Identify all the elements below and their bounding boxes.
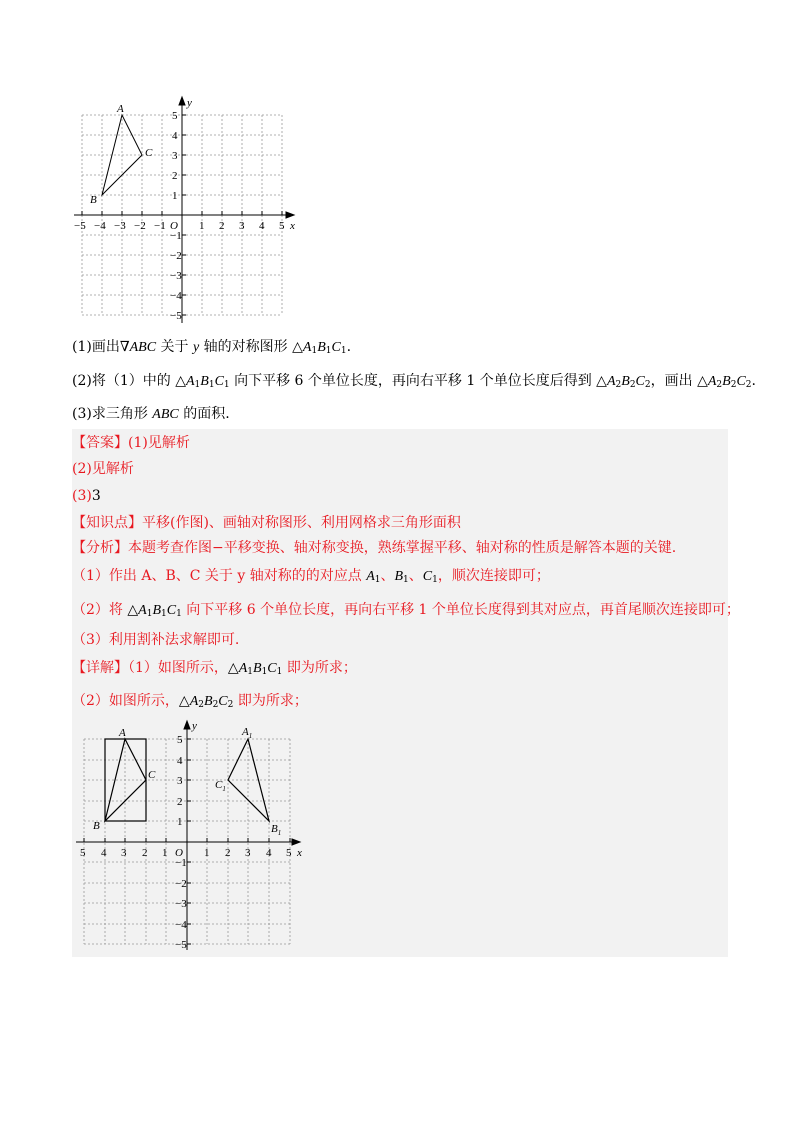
vertex-label-c: C bbox=[148, 769, 156, 781]
vertex-label-c1: $C_1$ bbox=[215, 779, 226, 793]
axes bbox=[74, 97, 294, 323]
y-tick-label: 5 bbox=[172, 110, 178, 122]
detail-line-2: （2）如图所示，$\triangle A_2B_2C_2$ 即为所求； bbox=[72, 693, 308, 710]
x-tick-label: −3 bbox=[114, 220, 126, 232]
vertex-label-a: A bbox=[119, 727, 126, 739]
x-tick-label: 1 bbox=[162, 847, 168, 859]
y-axis-label: y bbox=[187, 97, 192, 109]
x-tick-label: 5 bbox=[80, 847, 86, 859]
vertex-label-b: B bbox=[90, 194, 97, 206]
y-tick-label: 4 bbox=[177, 755, 183, 767]
figure-1-coordinate-grid bbox=[66, 90, 306, 330]
vertex-label-b1: $B_1$ bbox=[271, 823, 282, 837]
y-tick-label: 2 bbox=[177, 796, 183, 808]
x-tick-label: −1 bbox=[154, 220, 166, 232]
y-tick-label: −2 bbox=[175, 878, 187, 890]
x-tick-label: −4 bbox=[94, 220, 106, 232]
y-tick-label: −5 bbox=[175, 939, 187, 951]
question-1: (1)画出∇ABC 关于 y 轴的对称图形 $\triangle A_1B_1C_1$. bbox=[72, 339, 352, 356]
detail-tag: 【详解】 bbox=[72, 660, 128, 676]
origin-label: O bbox=[175, 847, 183, 859]
y-tick-label: −3 bbox=[175, 898, 187, 910]
x-tick-label: 5 bbox=[286, 847, 292, 859]
x-tick-label: 2 bbox=[225, 847, 231, 859]
x-axis-label: x bbox=[297, 847, 302, 859]
vertex-label-c: C bbox=[145, 147, 153, 159]
y-tick-label: 1 bbox=[177, 816, 183, 828]
y-tick-label: −3 bbox=[170, 270, 182, 282]
x-tick-label: 4 bbox=[259, 220, 265, 232]
y-tick-label: −2 bbox=[170, 250, 182, 262]
origin-label: O bbox=[170, 220, 178, 232]
y-tick-label: −4 bbox=[175, 919, 187, 931]
question-2: (2)将（1）中的 $\triangle A_1B_1C_1$ 向下平移 6 个单位长度，再向右平移 1 个单位长度后得到 $\triangle A_2B_2C_2$，画出 $\triangle A_2B_2C_2$. bbox=[72, 373, 756, 390]
vertex-label-a1: $A_1$ bbox=[242, 726, 253, 740]
detail-line-1: 【详解】（1）如图所示，$\triangle A_1B_1C_1$ 即为所求； bbox=[72, 660, 357, 677]
y-tick-label: 1 bbox=[172, 190, 178, 202]
knowledge-tag: 【知识点】 bbox=[72, 515, 142, 531]
y-axis-label: y bbox=[192, 720, 197, 732]
y-tick-label: −1 bbox=[170, 230, 182, 242]
x-axis-label: x bbox=[290, 220, 295, 232]
analysis-tag: 【分析】 bbox=[72, 540, 128, 556]
answer-line-2: (2)见解析 bbox=[72, 461, 134, 477]
y-tick-label: 3 bbox=[172, 150, 178, 162]
knowledge-line: 【知识点】平移(作图)、画轴对称图形、利用网格求三角形面积 bbox=[72, 515, 461, 531]
y-tick-label: 5 bbox=[177, 734, 183, 746]
y-tick-label: 3 bbox=[177, 775, 183, 787]
x-tick-label: −2 bbox=[134, 220, 146, 232]
x-tick-label: 5 bbox=[279, 220, 285, 232]
vertex-label-a: A bbox=[117, 103, 124, 115]
axes bbox=[76, 721, 300, 950]
vertex-label-b: B bbox=[93, 820, 100, 832]
analysis-step-3: （3）利用割补法求解即可. bbox=[72, 632, 240, 648]
x-tick-label: 1 bbox=[199, 220, 205, 232]
question-3: (3)求三角形 ABC 的面积. bbox=[72, 406, 230, 422]
x-tick-label: 4 bbox=[266, 847, 272, 859]
analysis-step-2: （2）将 $\triangle A_1B_1C_1$ 向下平移 6 个单位长度，再向右平移 1 个单位长度得到其对应点，再首尾顺次连接即可； bbox=[72, 602, 740, 619]
x-tick-label: 4 bbox=[101, 847, 107, 859]
x-tick-label: 2 bbox=[219, 220, 225, 232]
x-tick-label: 1 bbox=[204, 847, 210, 859]
figure-2-coordinate-grid bbox=[74, 716, 314, 956]
y-tick-label: −1 bbox=[175, 857, 187, 869]
x-tick-label: 2 bbox=[142, 847, 148, 859]
x-tick-label: 3 bbox=[245, 847, 251, 859]
analysis-line: 【分析】本题考查作图−平移变换、轴对称变换，熟练掌握平移、轴对称的性质是解答本题的关键. bbox=[72, 540, 677, 556]
answer-line-3: (3)3 bbox=[72, 488, 101, 504]
y-tick-label: −4 bbox=[170, 290, 182, 302]
y-tick-label: 4 bbox=[172, 130, 178, 142]
x-tick-label: −5 bbox=[74, 220, 86, 232]
y-tick-label: 2 bbox=[172, 170, 178, 182]
y-tick-label: −5 bbox=[170, 310, 182, 322]
answer-line-1: 【答案】(1)见解析 bbox=[72, 435, 190, 451]
analysis-step-1: （1）作出 A、B、C 关于 y 轴对称的的对应点 $A_1$、$B_1$、$C_1$，顺次连接即可； bbox=[72, 568, 550, 585]
answer-tag: 【答案】 bbox=[72, 435, 128, 451]
x-tick-label: 3 bbox=[239, 220, 245, 232]
x-tick-label: 3 bbox=[121, 847, 127, 859]
